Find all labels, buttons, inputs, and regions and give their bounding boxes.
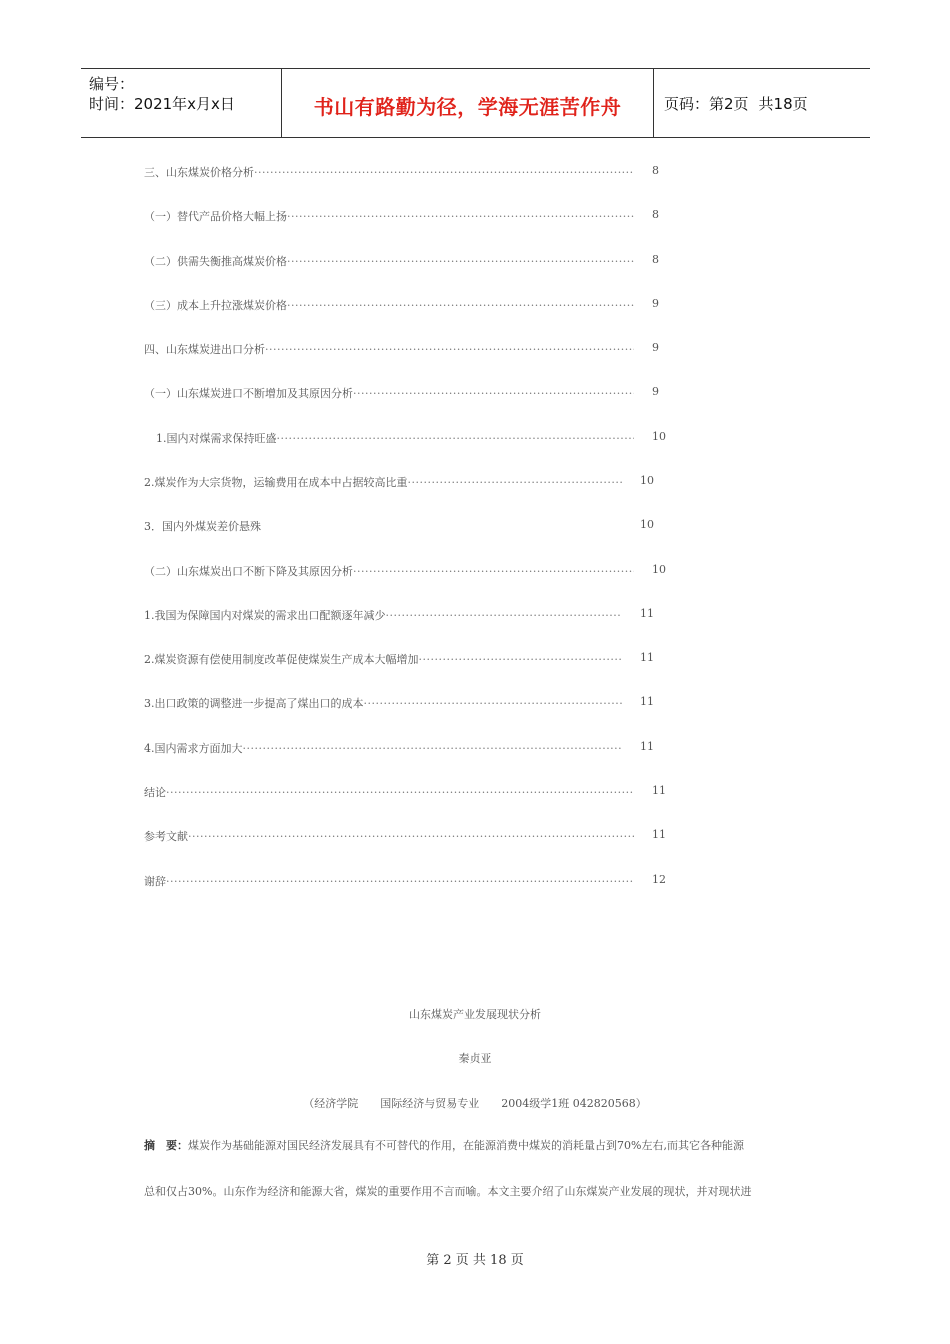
toc-leader-dots [353, 565, 634, 578]
toc-entry-page: 9 [652, 297, 659, 310]
abstract-line: 总和仅占30%。山东作为经济和能源大省，煤炭的重要作用不言而喻。本文主要介绍了山东煤炭产业发展的现状，并对现状进 [144, 1185, 752, 1198]
toc-entry-label: （一）替代产品价格大幅上扬 [144, 210, 287, 223]
toc-entry[interactable] [144, 253, 659, 269]
toc-entry-page: 11 [652, 784, 666, 797]
toc-entry[interactable] [144, 341, 659, 357]
header-page-total: 共18页 [758, 94, 808, 113]
toc-entry[interactable] [144, 873, 666, 889]
header-motto: 书山有路勤为径，学海无涯苦作舟 [313, 94, 622, 119]
toc-entry-page: 11 [640, 740, 654, 753]
toc-leader-dots [265, 343, 634, 356]
toc-entry[interactable] [144, 563, 666, 579]
toc-leader-dots [408, 476, 623, 489]
toc-entry-page: 8 [652, 253, 659, 266]
page-footer: 第 2 页 共 18 页 [426, 1253, 524, 1268]
header-meta [81, 69, 282, 137]
toc-entry[interactable] [144, 297, 659, 313]
abstract-line [144, 1123, 804, 1169]
paper-author: 秦贞亚 [458, 1052, 492, 1065]
toc-entry[interactable] [144, 695, 654, 711]
toc-entry[interactable] [144, 607, 654, 623]
toc-entry[interactable] [144, 208, 659, 224]
toc-leader-dots [353, 387, 634, 400]
toc-entry-page: 11 [640, 651, 654, 664]
toc-entry[interactable] [144, 740, 654, 756]
toc-leader-dots [243, 742, 623, 755]
toc-entry-label: （一）山东煤炭进口不断增加及其原因分析 [144, 387, 353, 400]
toc-entry-label: 3．国内外煤炭差价悬殊 [144, 520, 261, 533]
toc-leader-dots [364, 697, 623, 710]
toc-entry[interactable] [144, 651, 654, 667]
toc-entry[interactable] [144, 164, 659, 180]
toc-leader-dots [166, 875, 634, 888]
toc-entry-label: 2.煤炭资源有偿使用制度改革促使煤炭生产成本大幅增加 [144, 653, 419, 666]
toc-leader-dots [287, 299, 634, 312]
toc-leader-dots [287, 255, 634, 268]
document-date: 时间：2021年x月x日 [89, 95, 235, 113]
toc-entry-page: 9 [652, 341, 659, 354]
toc-entry-page: 10 [652, 430, 666, 443]
toc-entry-page: 8 [652, 164, 659, 177]
abstract-paragraph [144, 1123, 804, 1215]
toc-leader-dots [166, 786, 634, 799]
toc-entry-label: 4.国内需求方面加大 [144, 742, 243, 755]
paper-title: 山东煤炭产业发展现状分析 [409, 1008, 541, 1021]
header-page-number: 页码：第2页 [664, 94, 749, 113]
toc-entry-page: 10 [640, 474, 654, 487]
toc-leader-dots [188, 830, 634, 843]
toc-entry-label: 结论 [144, 786, 166, 799]
toc-entry-label: 1.我国为保障国内对煤炭的需求出口配额逐年减少 [144, 609, 386, 622]
toc-entry-label: （二）山东煤炭出口不断下降及其原因分析 [144, 565, 353, 578]
toc-entry-page: 11 [640, 607, 654, 620]
toc-entry-page: 8 [652, 208, 659, 221]
toc-leader-dots [277, 432, 635, 445]
toc-entry-page: 10 [640, 518, 654, 531]
document-number-label: 编号： [89, 75, 135, 93]
toc-entry-label: 3.出口政策的调整进一步提高了煤出口的成本 [144, 697, 364, 710]
toc-entry[interactable] [144, 474, 654, 490]
paper-affiliation: （经济学院 国际经济与贸易专业 2004级学1班 042820568） [303, 1097, 647, 1110]
toc-entry-label: 谢辞 [144, 875, 166, 888]
toc-entry[interactable] [144, 518, 654, 534]
abstract-text: 煤炭作为基础能源对国民经济发展具有不可替代的作用，在能源消费中煤炭的消耗量占到70%左右,而其它各种能源 [188, 1139, 744, 1152]
toc-entry-page: 11 [652, 828, 666, 841]
toc-entry-label: 四、山东煤炭进出口分析 [144, 343, 265, 356]
toc-entry-page: 11 [640, 695, 654, 708]
toc-entry-page: 12 [652, 873, 666, 886]
toc-entry-label: 1.国内对煤需求保持旺盛 [156, 432, 277, 445]
toc-entry[interactable] [144, 784, 666, 800]
toc-leader-dots [419, 653, 623, 666]
abstract-label: 摘 要： [144, 1139, 188, 1152]
toc-entry-label: 三、山东煤炭价格分析 [144, 166, 254, 179]
toc-leader-dots [254, 166, 634, 179]
toc-entry-page: 9 [652, 385, 659, 398]
header-motto-cell [282, 69, 654, 137]
toc-entry-page: 10 [652, 563, 666, 576]
page-header [81, 68, 870, 138]
toc-entry-label: 参考文献 [144, 830, 188, 843]
toc-entry-label: 2.煤炭作为大宗货物，运输费用在成本中占据较高比重 [144, 476, 408, 489]
toc-leader-dots [386, 609, 623, 622]
toc-entry-label: （三）成本上升拉涨煤炭价格 [144, 299, 287, 312]
header-page-info [654, 69, 870, 137]
toc-leader-dots [287, 210, 634, 223]
toc-entry[interactable] [144, 385, 659, 401]
toc-entry-label: （二）供需失衡推高煤炭价格 [144, 255, 287, 268]
toc-entry[interactable] [144, 828, 666, 844]
toc-entry[interactable] [156, 430, 666, 446]
